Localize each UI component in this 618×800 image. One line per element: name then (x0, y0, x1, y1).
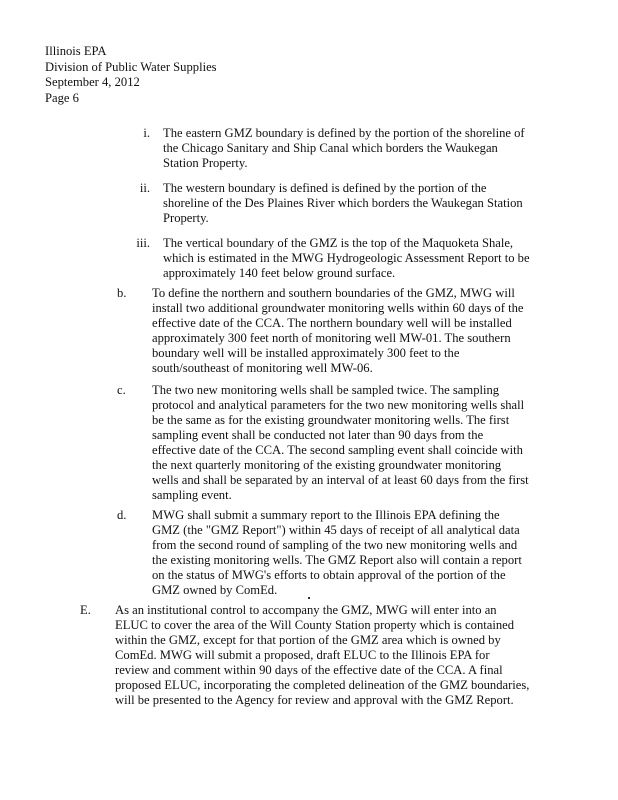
paragraph-line: the Chicago Sanitary and Ship Canal which borders the Waukegan (163, 141, 498, 155)
paragraph-line: effective date of the CCA. The second sampling event shall coincide with (152, 443, 523, 457)
item-label: d. (117, 508, 127, 522)
paragraph-line: ELUC to cover the area of the Will County Station property which is contained (115, 618, 515, 632)
paragraph-line: To define the northern and southern boundaries of the GMZ, MWG will (152, 286, 515, 300)
paragraph-line: ComEd. MWG will submit a proposed, draft ELUC to the Illinois EPA for (115, 648, 490, 662)
paragraph-line: approximately 300 feet north of monitoring well MW-01. The southern (152, 331, 511, 345)
item-label: c. (117, 383, 126, 397)
item-label: E. (80, 603, 91, 617)
header-line: Page 6 (45, 90, 79, 105)
item-paragraph (163, 181, 523, 226)
item-label: i. (143, 126, 150, 140)
paragraph-line: the next quarterly monitoring of the existing groundwater monitoring (152, 458, 502, 472)
paragraph-line: sampling event. (152, 488, 232, 502)
item-label: ii. (139, 181, 150, 195)
item-paragraph (163, 236, 530, 281)
paragraph-line: Property. (163, 211, 209, 225)
item-label: iii. (136, 236, 150, 250)
paragraph-line: sampling event shall be conducted not later than 90 days from the (152, 428, 484, 442)
paragraph-line: GMZ owned by ComEd. (152, 583, 278, 597)
paragraph-line: GMZ (the "GMZ Report") within 45 days of receipt of all analytical data (152, 523, 520, 537)
paragraph-line: wells and shall be separated by an interval of at least 60 days from the first (152, 473, 529, 487)
scan-speck (308, 597, 310, 599)
item-paragraph (152, 286, 523, 376)
item-label: b. (117, 286, 127, 300)
letter-header (45, 44, 217, 106)
paragraph-line: within the GMZ, except for that portion of the GMZ area which is owned by (115, 633, 501, 647)
paragraph-line: south/southeast of monitoring well MW-06. (152, 361, 373, 375)
header-line: Division of Public Water Supplies (45, 59, 217, 74)
paragraph-line: from the second round of sampling of the two new monitoring wells and (152, 538, 518, 552)
paragraph-line: The eastern GMZ boundary is defined by the portion of the shoreline of (163, 126, 525, 140)
header-line: September 4, 2012 (45, 75, 140, 90)
paragraph-line: effective date of the CCA. The northern boundary well will be installed (152, 316, 512, 330)
paragraph-line: on the status of MWG's efforts to obtain approval of the portion of the (152, 568, 506, 582)
paragraph-line: MWG shall submit a summary report to the Illinois EPA defining the (152, 508, 500, 522)
paragraph-line: The western boundary is defined is defined by the portion of the (163, 181, 487, 195)
paragraph-line: review and comment within 90 days of the effective date of the CCA. A final (115, 663, 503, 677)
paragraph-line: protocol and analytical parameters for the two new monitoring wells shall (152, 398, 525, 412)
paragraph-line: As an institutional control to accompany the GMZ, MWG will enter into an (115, 603, 497, 617)
paragraph-line: boundary well will be installed approximately 300 feet to the (152, 346, 460, 360)
paragraph-line: shoreline of the Des Plaines River which borders the Waukegan Station (163, 196, 523, 210)
item-paragraph (152, 508, 522, 598)
paragraph-line: The two new monitoring wells shall be sampled twice. The sampling (152, 383, 500, 397)
header-line: Illinois EPA (45, 44, 107, 58)
paragraph-line: proposed ELUC, incorporating the completed delineation of the GMZ boundaries, (115, 678, 530, 692)
item-paragraph (115, 603, 529, 708)
paragraph-line: which is estimated in the MWG Hydrogeologic Assessment Report to be (163, 251, 530, 265)
paragraph-line: The vertical boundary of the GMZ is the top of the Maquoketa Shale, (163, 236, 514, 250)
paragraph-line: Station Property. (163, 156, 248, 170)
item-paragraph (152, 383, 529, 503)
paragraph-line: will be presented to the Agency for review and approval with the GMZ Report. (115, 693, 514, 707)
paragraph-line: be the same as for the existing groundwater monitoring wells. The first (152, 413, 510, 427)
paragraph-line: install two additional groundwater monitoring wells within 60 days of the (152, 301, 524, 315)
paragraph-line: the existing monitoring wells. The GMZ Report also will contain a report (152, 553, 522, 567)
paragraph-line: approximately 140 feet below ground surface. (163, 266, 396, 280)
item-paragraph (163, 126, 525, 171)
